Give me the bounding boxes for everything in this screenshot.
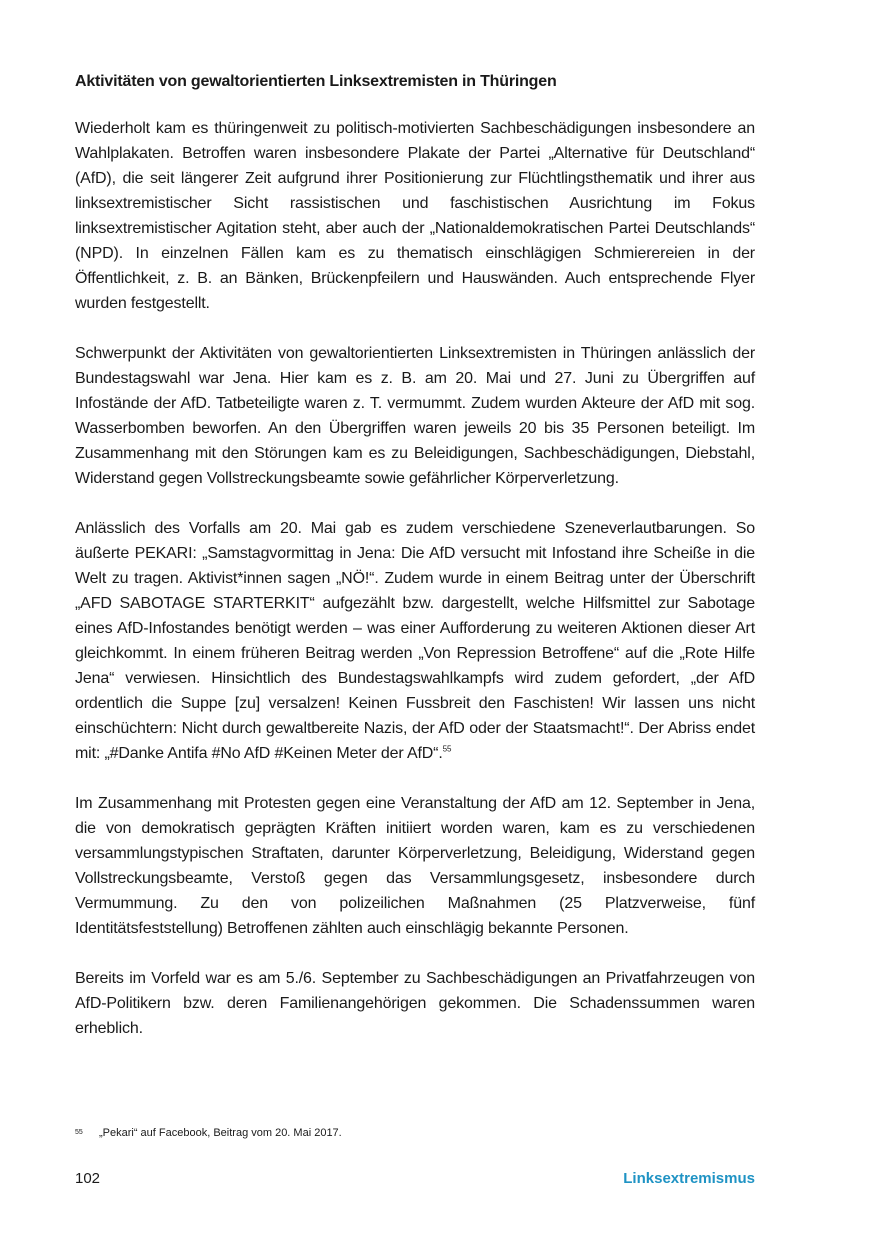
footnote-reference: 55 (442, 744, 452, 754)
section-name: Linksextremismus (623, 1170, 755, 1187)
paragraph-4: Im Zusammenhang mit Protesten gegen eine Veranstaltung der AfD am 12. September in Jena, die von demokratisch geprägten Kräften initiiert worden waren, kam es zu verschiedenen versammlungstypischen Straftaten, darunter Körperverletzung, Beleidigung, Widerstand gegen Vollstreckungsbeamte, Verstoß gegen das Versammlungsgesetz, insbesondere durch Vermummung. Zu den von polizeilichen Maßnahmen (25 Platzverweise, fünf Identitätsfeststellung) Betroffenen zählten auch einschlägig bekannte Personen. (75, 795, 755, 937)
page-body (75, 70, 755, 1066)
paragraph-1: Wiederholt kam es thüringenweit zu politisch-motivierten Sachbeschädigungen insbesondere an Wahlplakaten. Betroffen waren insbesondere Plakate der Partei „Alternative für Deutschland“ (AfD), die seit längerer Zeit aufgrund ihrer Positionierung zur Flüchtlingsthematik und ihrer aus linksextremistischer Sicht rassistischen und faschistischen Ausrichtung im Fokus linksextremistischer Agitation steht, aber auch der „Nationaldemokratischen Partei Deutschlands“ (NPD). In einzelnen Fällen kam es zu thematisch einschlägigen Schmierereien in der Öffentlichkeit, z. B. an Bänken, Brückenpfeilern und Hauswänden. Auch entsprechende Flyer wurden festgestellt. (75, 120, 755, 312)
paragraph-5: Bereits im Vorfeld war es am 5./6. September zu Sachbeschädigungen an Privatfahrzeugen von AfD-Politikern bzw. deren Familienangehörigen gekommen. Die Schadenssummen waren erheblich. (75, 970, 755, 1037)
paragraph-2: Schwerpunkt der Aktivitäten von gewaltorientierten Linksextremisten in Thüringen anlässlich der Bundestagswahl war Jena. Hier kam es z. B. am 20. Mai und 27. Juni zu Übergriffen auf Infostände der AfD. Tatbeteiligte waren z. T. vermummt. Zudem wurden Akteure der AfD mit sog. Wasserbomben beworfen. An den Übergriffen waren jeweils 20 bis 35 Personen beteiligt. Im Zusammenhang mit den Störungen kam es zu Beleidigungen, Sachbeschädigungen, Diebstahl, Widerstand gegen Vollstreckungsbeamte sowie gefährlicher Körperverletzung. (75, 345, 755, 487)
footnote-number: 55 (75, 1129, 83, 1136)
section-heading: Aktivitäten von gewaltorientierten Linksextremisten in Thüringen (75, 73, 557, 90)
footnote-text: „Pekari“ auf Facebook, Beitrag vom 20. Mai 2017. (99, 1127, 342, 1139)
paragraph-3 (75, 516, 755, 766)
page-number: 102 (75, 1170, 101, 1187)
paragraph-3-text: Anlässlich des Vorfalls am 20. Mai gab es zudem verschiedene Szeneverlautbarungen. So äußerte PEKARI: „Samstagvormittag in Jena: Die AfD versucht mit Infostand ihre Scheiße in die Welt zu tragen. Aktivist*innen sagen „NÖ!“. Zudem wurde in einem Beitrag unter der Überschrift „AFD SABOTAGE STARTERKIT“ aufgezählt bzw. dargestellt, welche Hilfsmittel zur Sabotage eines AfD-Infostandes benötigt werden – was einer Aufforderung zu weiteren Aktionen dieser Art gleichkommt. In einem früheren Beitrag werden „Von Repression Betroffene“ auf die „Rote Hilfe Jena“ verwiesen. Hinsichtlich des Bundestagswahlkampfs wird zudem gefordert, „der AfD ordentlich die Suppe [zu] versalzen! Keinen Fussbreit den Faschisten! Wir lassen uns nicht einschüchtern: Nicht durch gewaltbereite Nazis, der AfD oder der Staatsmacht!“. Der Abriss endet mit: „#Danke Antifa #No AfD #Keinen Meter der AfD“. (75, 520, 755, 762)
footnote (75, 1126, 755, 1140)
page-footer (75, 1170, 755, 1192)
